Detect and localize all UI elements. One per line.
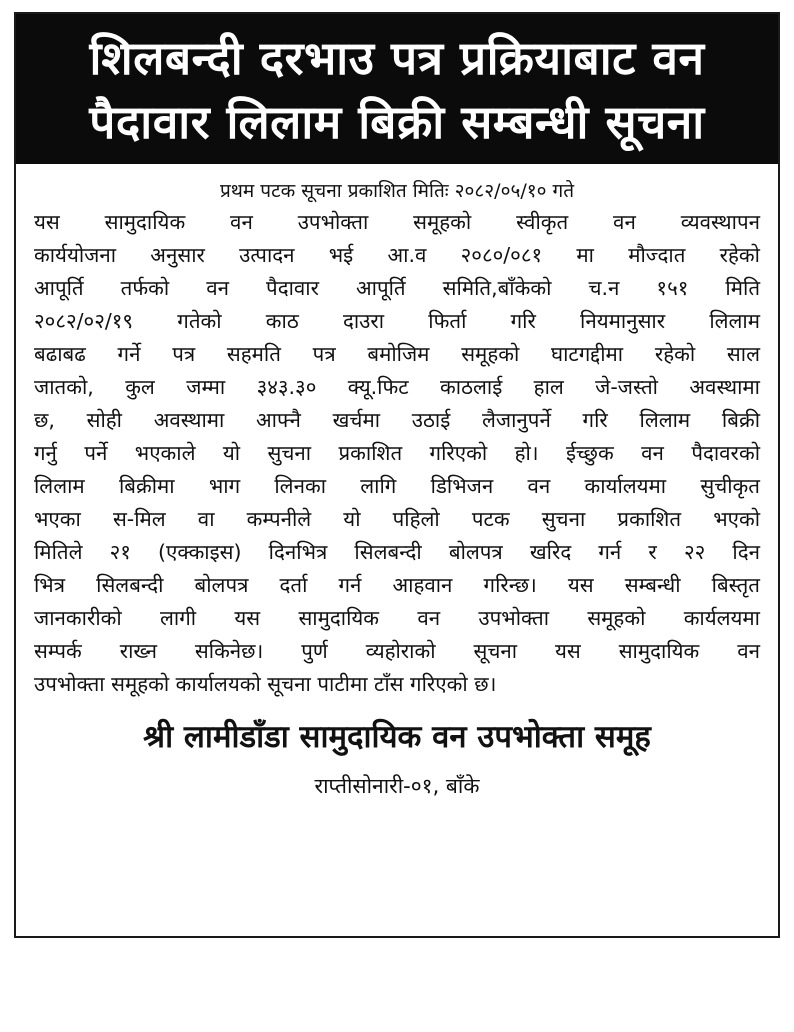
- notice-title-line-1: शिलबन्दी दरभाउ पत्र प्रक्रियाबाट वन: [89, 31, 705, 85]
- body-line-15: उपभोक्ता समूहको कार्यालयको सूचना पाटीमा टाँस गरिएको छ।: [34, 672, 497, 696]
- body-line-14: सम्पर्क राख्न सकिनेछ। पुर्ण व्यहोराको सूचना यस सामुदायिक वन: [34, 639, 760, 663]
- notice-title-line-2: पैदावार लिलाम बिक्री सम्बन्धी सूचना: [89, 95, 705, 149]
- published-date-line: प्रथम पटक सूचना प्रकाशित मितिः २०८२/०५/१० गते: [219, 180, 575, 202]
- notice-box: [14, 12, 780, 938]
- body-line-2: कार्ययोजना अनुसार उत्पादन भई आ.व २०८०/०८१ मा मौज्दात रहेको: [34, 243, 760, 267]
- body-line-10: भएका स-मिल वा कम्पनीले यो पहिलो पटक सुचना प्रकाशित भएको: [34, 507, 760, 531]
- body-line-5: बढाबढ गर्ने पत्र सहमति पत्र बमोजिम समूहको घाटगद्दीमा रहेको साल: [34, 342, 760, 366]
- body-line-6: जातको, कुल जम्मा ३४३.३० क्यू.फिट काठलाई हाल जे-जस्तो अवस्थामा: [34, 375, 760, 399]
- body-line-11: मितिले २१ (एक्काइस) दिनभित्र सिलबन्दी बोलपत्र खरिद गर्न र २२ दिन: [34, 540, 760, 564]
- notice-header: [16, 14, 778, 164]
- organization-address: राप्तीसोनारी-०१, बाँके: [314, 774, 480, 798]
- body-line-3: आपूर्ति तर्फको वन पैदावार आपूर्ति समिति,बाँकेको च.न १५१ मिति: [34, 276, 760, 300]
- body-line-4: २०८२/०२/१९ गतेको काठ दाउरा फिर्ता गरि नियमानुसार लिलाम: [34, 309, 760, 333]
- body-line-7: छ, सोही अवस्थामा आफ्नै खर्चमा उठाई लैजानुपर्ने गरि लिलाम बिक्री: [34, 408, 760, 432]
- body-line-9: लिलाम बिक्रीमा भाग लिनका लागि डिभिजन वन कार्यालयमा सुचीकृत: [34, 474, 760, 498]
- notice-body: [16, 206, 778, 701]
- body-line-1: यस सामुदायिक वन उपभोक्ता समूहको स्वीकृत वन व्यवस्थापन: [34, 210, 760, 234]
- body-line-13: जानकारीको लागी यस सामुदायिक वन उपभोक्ता समूहको कार्यलयमा: [34, 606, 760, 630]
- body-line-8: गर्नु पर्ने भएकाले यो सुचना प्रकाशित गरिएको हो। ईच्छुक वन पैदावरको: [34, 441, 760, 465]
- organization-signature: श्री लामीडाँडा सामुदायिक वन उपभोक्ता समूह: [143, 719, 651, 755]
- body-line-12: भित्र सिलबन्दी बोलपत्र दर्ता गर्न आहवान गरिन्छ। यस सम्बन्धी बिस्तृत: [34, 573, 760, 597]
